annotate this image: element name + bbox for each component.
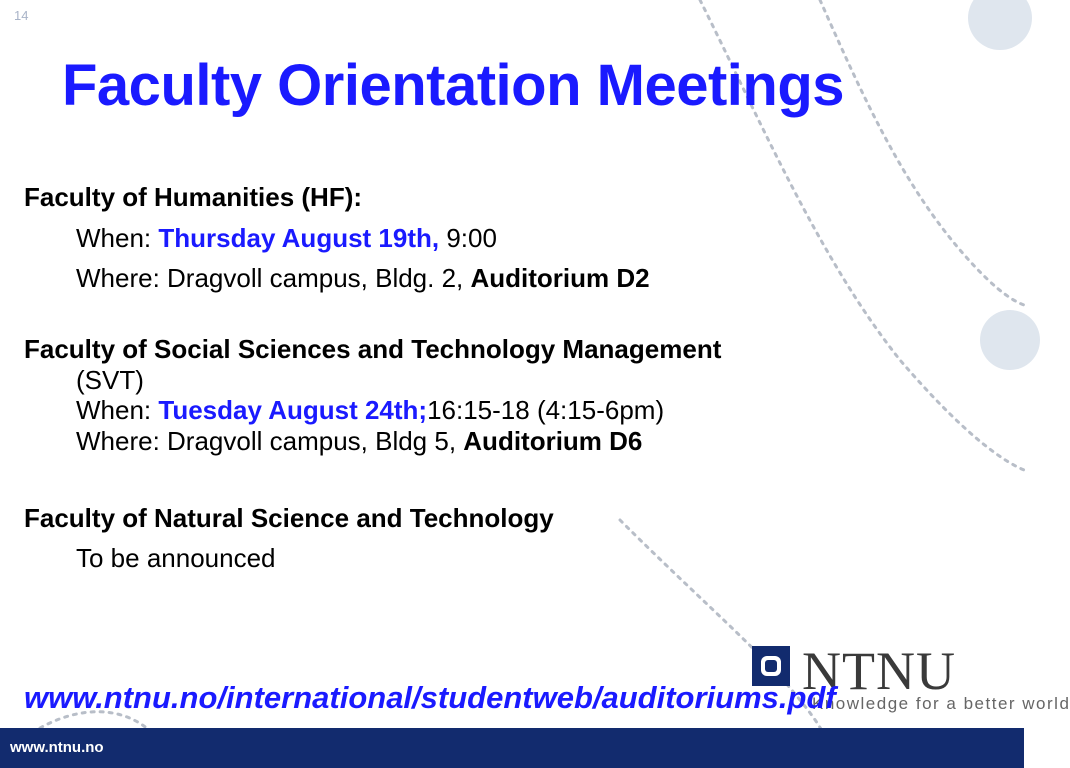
ntnu-logo-tagline: Knowledge for a better world [812, 694, 1070, 713]
footer-bar [0, 728, 1024, 768]
slide-body [24, 182, 964, 574]
nt-note: To be announced [76, 543, 276, 574]
hf-when-label: When: [76, 222, 159, 253]
svt-when-date: Tuesday August 24th; [158, 395, 428, 426]
svt-when-label: When: [76, 395, 159, 426]
svt-when-line [24, 395, 964, 426]
slide-number: 14 [14, 8, 29, 23]
slide-title: Faculty Orientation Meetings [62, 53, 844, 118]
hf-where-line [24, 263, 964, 294]
hf-where-label: Where: Dragvoll campus, Bldg. 2, [76, 263, 471, 294]
hf-when-line [24, 223, 964, 254]
nt-heading: Faculty of Natural Science and Technology [24, 502, 554, 533]
footer-url: www.ntnu.no [10, 739, 104, 756]
ntnu-logo-wordmark: NTNU [802, 641, 956, 701]
svt-when-time: 16:15-18 (4:15-6pm) [427, 395, 665, 426]
svt-heading-cont: (SVT) [76, 364, 144, 395]
svt-where-room: Auditorium D6 [463, 426, 643, 457]
hf-heading: Faculty of Humanities (HF): [24, 182, 363, 212]
hf-where-room: Auditorium D2 [470, 263, 650, 294]
hf-when-time: 9:00 [439, 222, 497, 253]
svt-heading: Faculty of Social Sciences and Technology Management [24, 334, 722, 365]
auditoriums-link[interactable]: www.ntnu.no/international/studentweb/auditoriums.pdf [24, 680, 836, 715]
svt-where-label: Where: Dragvoll campus, Bldg 5, [76, 426, 464, 457]
svt-where-line [24, 426, 964, 457]
hf-when-date: Thursday August 19th, [158, 222, 440, 253]
